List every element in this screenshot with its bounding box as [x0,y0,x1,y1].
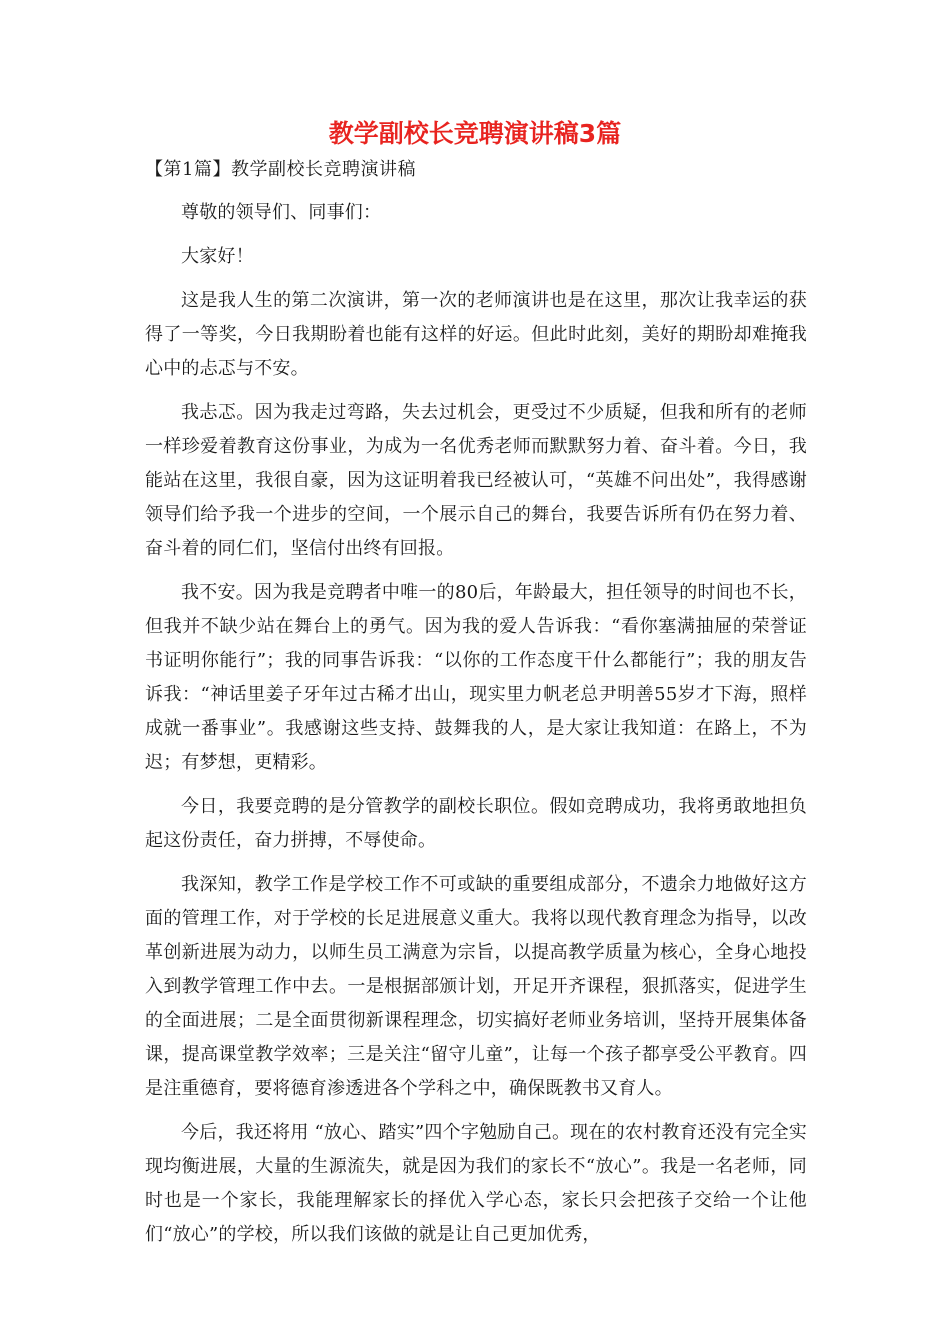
document-title: 教学副校长竞聘演讲稿3篇 [328,119,622,148]
paragraph-position: 今日，我要竞聘的是分管教学的副校长职位。假如竞聘成功，我将勇敢地担负起这份责任，奋力拼搏，不辱使命。 [145,796,807,851]
paragraph-uneasy: 我不安。因为我是竞聘者中唯一的80后，年龄最大，担任领导的时间也不长，但我并不缺少站在舞台上的勇气。因为我的爱人告诉我：“看你塞满抽屉的荣誉证书证明你能行”；我的同事告诉我：“以你的工作态度干什么都能行”；我的朋友告诉我：“神话里姜子牙年过古稀才出山，现实里力帆老总尹明善55岁才下海，照样成就一番事业”。我感谢这些支持、鼓舞我的人，是大家让我知道：在路上，不为迟；有梦想，更精彩。 [145,582,807,773]
paragraph-hello: 大家好！ [181,246,254,267]
paragraph-nervous: 我忐忑。因为我走过弯路，失去过机会，更受过不少质疑，但我和所有的老师一样珍爱着教育这份事业，为成为一名优秀老师而默默努力着、奋斗着。今日，我能站在这里，我很自豪，因为这证明着我已经被认可，“英雄不问出处”，我得感谢领导们给予我一个进步的空间，一个展示自己的舞台，我要告诉所有仍在努力着、奋斗着的同仁们，坚信付出终有回报。 [145,402,807,559]
document-body [145,154,807,1252]
paragraph-plan: 我深知，教学工作是学校工作不可或缺的重要组成部分，不遗余力地做好这方面的管理工作，对于学校的长足进展意义重大。我将以现代教育理念为指导，以改革创新进展为动力，以师生员工满意为宗旨，以提高教学质量为核心，全身心地投入到教学管理工作中去。一是根据部颁计划，开足开齐课程，狠抓落实，促进学生的全面进展；二是全面贯彻新课程理念，切实搞好老师业务培训，坚持开展集体备课，提高课堂教学效率；三是关注“留守儿童”，让每一个孩子都享受公平教育。四是注重德育，要将德育渗透进各个学科之中，确保既教书又育人。 [145,874,807,1099]
paragraph-greeting: 尊敬的领导们、同事们： [181,202,382,223]
paragraph-intro: 这是我人生的第二次演讲，第一次的老师演讲也是在这里，那次让我幸运的获得了一等奖，今日我期盼着也能有这样的好运。但此时此刻，美好的期盼却难掩我心中的忐忑与不安。 [145,290,807,379]
section-heading: 【第1篇】教学副校长竞聘演讲稿 [145,159,416,180]
paragraph-future: 今后，我还将用 “放心、踏实”四个字勉励自己。现在的农村教育还没有完全实现均衡进展，大量的生源流失，就是因为我们的家长不“放心”。我是一名老师，同时也是一个家长，我能理解家长的择优入学心态，家长只会把孩子交给一个让他们“放心”的学校，所以我们该做的就是让自己更加优秀， [145,1122,807,1245]
